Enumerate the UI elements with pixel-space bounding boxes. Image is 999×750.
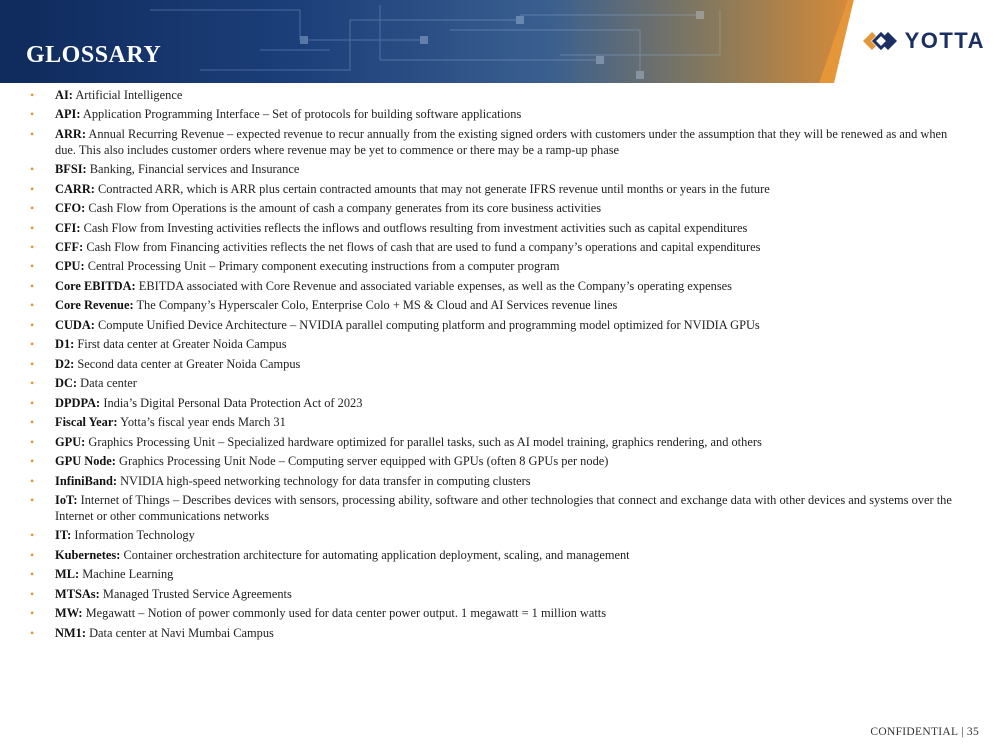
glossary-definition: Cash Flow from Operations is the amount of cash a company generates from its core business activities (88, 201, 602, 216)
glossary-term: NM1: (55, 625, 86, 640)
glossary-definition: Data center (80, 376, 137, 391)
page-title: GLOSSARY (26, 42, 162, 68)
bullet-icon: • (30, 567, 35, 582)
yotta-logo (861, 28, 985, 54)
glossary-item (30, 493, 970, 524)
page-footer (870, 726, 979, 738)
glossary-definition: Information Technology (74, 528, 195, 543)
glossary-item (30, 415, 970, 431)
glossary-item (30, 240, 970, 256)
glossary-item (30, 182, 970, 198)
bullet-icon: • (30, 473, 35, 488)
glossary-item (30, 567, 970, 583)
glossary-definition: Second data center at Greater Noida Campus (77, 356, 301, 371)
glossary-term: InfiniBand: (55, 473, 117, 488)
bullet-icon: • (30, 606, 35, 621)
glossary-definition: Contracted ARR, which is ARR plus certain contracted amounts that may not generate IFRS revenue until months or years in the future (98, 181, 770, 196)
yotta-logo-mark-icon (861, 29, 899, 53)
glossary-term: CARR: (55, 181, 95, 196)
glossary-item (30, 626, 970, 642)
glossary-definition: Container orchestration architecture for automating application deployment, scaling, and management (123, 547, 630, 562)
glossary-term: Core EBITDA: (55, 278, 136, 293)
glossary-item (30, 298, 970, 314)
glossary-term: API: (55, 107, 81, 122)
bullet-icon: • (30, 493, 35, 508)
bullet-icon: • (30, 126, 35, 141)
glossary-term: ML: (55, 567, 80, 582)
glossary-item (30, 528, 970, 544)
bullet-icon: • (30, 259, 35, 274)
glossary-item (30, 587, 970, 603)
glossary-definition: Annual Recurring Revenue – expected revenue to recur annually from the existing signed orders with customers under the assumption that they will be renewed as and when due. This also includes customer orders where revenue may be yet to commence or there may be a ramp-up phase (55, 126, 948, 157)
glossary-item (30, 107, 970, 123)
glossary-definition: Application Programming Interface – Set of protocols for building software applications (82, 107, 522, 122)
glossary-item (30, 162, 970, 178)
glossary-definition: Artificial Intelligence (75, 88, 183, 102)
bullet-icon: • (30, 239, 35, 254)
glossary-term: CPU: (55, 259, 85, 274)
footer-separator: | (961, 726, 964, 738)
glossary-item (30, 318, 970, 334)
glossary-term: CFF: (55, 239, 84, 254)
glossary-item (30, 279, 970, 295)
glossary-term: MTSAs: (55, 586, 100, 601)
bullet-icon: • (30, 162, 35, 177)
glossary-item (30, 357, 970, 373)
glossary-term: IoT: (55, 493, 78, 508)
glossary-definition: Data center at Navi Mumbai Campus (89, 625, 274, 640)
bullet-icon: • (30, 298, 35, 313)
bullet-icon: • (30, 415, 35, 430)
glossary-term: GPU: (55, 434, 86, 449)
bullet-icon: • (30, 376, 35, 391)
glossary-definition: NVIDIA high-speed networking technology for data transfer in computing clusters (120, 473, 531, 488)
glossary-term: ARR: (55, 126, 86, 141)
bullet-icon: • (30, 454, 35, 469)
confidential-label: CONFIDENTIAL (870, 726, 958, 738)
glossary-term: CUDA: (55, 317, 95, 332)
glossary-term: GPU Node: (55, 454, 116, 469)
glossary-definition: Yotta’s fiscal year ends March 31 (120, 415, 286, 430)
glossary-item (30, 435, 970, 451)
glossary-item (30, 376, 970, 392)
bullet-icon: • (30, 220, 35, 235)
glossary-definition: Internet of Things – Describes devices with sensors, processing ability, software and other technologies that connect and exchange data with other devices and systems over the Internet or other communications networks (55, 493, 952, 523)
glossary-item (30, 221, 970, 237)
glossary-item (30, 259, 970, 275)
glossary-term: CFO: (55, 201, 86, 216)
bullet-icon: • (30, 201, 35, 216)
header-banner (0, 0, 999, 83)
bullet-icon: • (30, 278, 35, 293)
glossary-definition: Cash Flow from Investing activities reflects the inflows and outflows resulting from investment activities such as capital expenditures (83, 220, 748, 235)
glossary-term: Fiscal Year: (55, 415, 118, 430)
glossary-definition: Graphics Processing Unit – Specialized hardware optimized for parallel tasks, such as AI model training, graphics rendering, and others (88, 434, 762, 449)
glossary-list (30, 88, 970, 645)
glossary-term: D1: (55, 337, 75, 352)
bullet-icon: • (30, 434, 35, 449)
glossary-term: Kubernetes: (55, 547, 121, 562)
glossary-definition: Cash Flow from Financing activities reflects the net flows of cash that are used to fund a company’s operations and capital expenditures (86, 239, 761, 254)
glossary-term: IT: (55, 528, 72, 543)
glossary-definition: India’s Digital Personal Data Protection Act of 2023 (103, 395, 363, 410)
bullet-icon: • (30, 625, 35, 640)
glossary-definition: The Company’s Hyperscaler Colo, Enterprise Colo + MS & Cloud and AI Services revenue lines (136, 298, 618, 313)
glossary-item (30, 201, 970, 217)
bullet-icon: • (30, 181, 35, 196)
glossary-term: CFI: (55, 220, 81, 235)
glossary-term: DC: (55, 376, 78, 391)
glossary-definition: Graphics Processing Unit Node – Computing server equipped with GPUs (often 8 GPUs per node) (119, 454, 609, 469)
glossary-definition: Central Processing Unit – Primary component executing instructions from a computer program (87, 259, 560, 274)
bullet-icon: • (30, 337, 35, 352)
glossary-item (30, 88, 970, 104)
glossary-definition: Managed Trusted Service Agreements (102, 586, 292, 601)
bullet-icon: • (30, 88, 35, 102)
glossary-item (30, 454, 970, 470)
glossary-term: AI: (55, 88, 73, 102)
glossary-definition: Machine Learning (82, 567, 174, 582)
bullet-icon: • (30, 317, 35, 332)
glossary-item (30, 474, 970, 490)
glossary-definition: Megawatt – Notion of power commonly used for data center power output. 1 megawatt = 1 million watts (85, 606, 607, 621)
glossary-definition: Banking, Financial services and Insurance (89, 162, 300, 177)
glossary-item (30, 337, 970, 353)
logo-wordmark: YOTTA (904, 28, 985, 53)
glossary-definition: EBITDA associated with Core Revenue and associated variable expenses, as well as the Company’s operating expenses (138, 278, 732, 293)
bullet-icon: • (30, 107, 35, 122)
bullet-icon: • (30, 356, 35, 371)
glossary-item (30, 127, 970, 158)
glossary-term: D2: (55, 356, 75, 371)
bullet-icon: • (30, 528, 35, 543)
bullet-icon: • (30, 586, 35, 601)
page-number: 35 (966, 726, 979, 738)
glossary-item (30, 396, 970, 412)
bullet-icon: • (30, 547, 35, 562)
glossary-item (30, 606, 970, 622)
glossary-item (30, 548, 970, 564)
glossary-term: MW: (55, 606, 83, 621)
glossary-term: Core Revenue: (55, 298, 134, 313)
glossary-definition: Compute Unified Device Architecture – NVIDIA parallel computing platform and programming model optimized for NVIDIA GPUs (98, 317, 760, 332)
glossary-term: BFSI: (55, 162, 87, 177)
glossary-term: DPDPA: (55, 395, 101, 410)
glossary-definition: First data center at Greater Noida Campus (77, 337, 287, 352)
bullet-icon: • (30, 395, 35, 410)
